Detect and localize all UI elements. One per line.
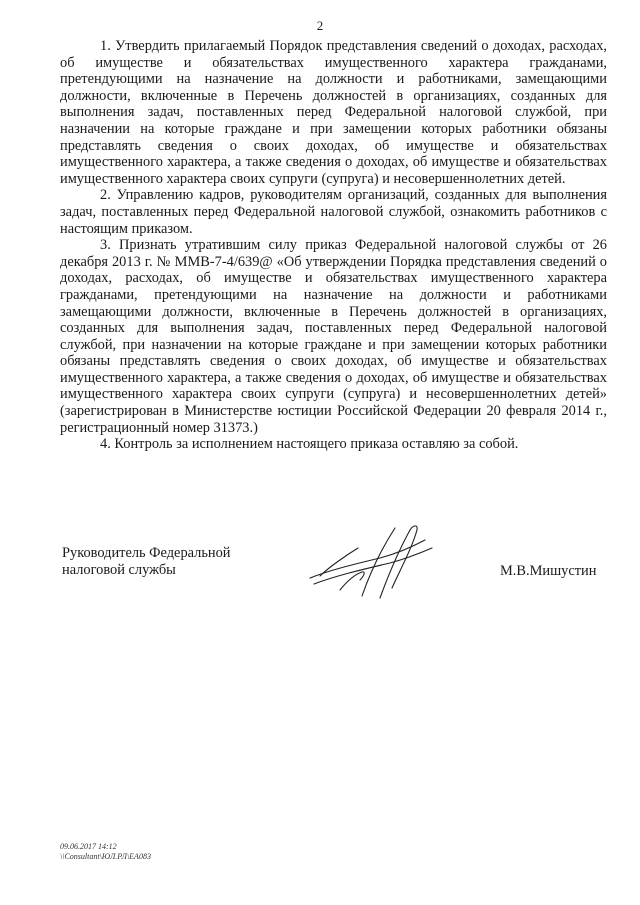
signer-title-line-1: Руководитель Федеральной: [62, 545, 231, 561]
signer-name: М.В.Мишустин: [500, 563, 597, 579]
handwritten-signature: [300, 518, 440, 608]
paragraph-4: 4. Контроль за исполнением настоящего приказа оставляю за собой.: [100, 436, 519, 453]
order-body: [60, 38, 607, 453]
print-stamp-date: 09.06.2017 14:12: [60, 842, 117, 851]
paragraph-2: 2. Управлению кадров, руководителям организаций, созданных для выполнения задач, поставленных перед Федеральной налоговой службой, ознакомить работников с настоящим приказом.: [60, 187, 607, 237]
print-stamp: [60, 842, 151, 862]
signer-title: [62, 545, 231, 579]
signer-title-line-2: налоговой службы: [62, 562, 176, 578]
page-number: 2: [316, 18, 324, 33]
paragraph-1: 1. Утвердить прилагаемый Порядок представления сведений о доходах, расходах, об имуществе и обязательствах имущественного характера гражданами, претендующими на назначение на должности и работниками, замещающими должности, включенные в Перечень должностей в организациях, созданных для выполнения задач, поставленных перед Федеральной налоговой службой, при назначении на которые граждане и при замещении которых работники обязаны представлять сведения о своих доходах, об имуществе и обязательствах имущественного характера, а также сведения о доходах, об имуществе и обязательствах имущественного характера своих супруги (супруга) и несовершеннолетних детей.: [60, 38, 607, 187]
paragraph-3: 3. Признать утратившим силу приказ Федеральной налоговой службы от 26 декабря 2013 г. № ММВ-7-4/639@ «Об утверждении Порядка представления сведений о доходах, расходах, об имуществе и обязательствах имущественного характера гражданами, претендующими на назначение на должности и работниками замещающими должности, включенные в Перечень должностей в организациях, созданных для выполнения задач, поставленных перед Федеральной налоговой службой, при назначении на которые граждане и при замещении которых работники обязаны представлять сведения о своих доходах, об имуществе и обязательствах имущественного характера, а также сведения о доходах, об имуществе и обязательствах имущественного характера своих супруги (супруга) и несовершеннолетних детей» (зарегистрирован в Министерстве юстиции Российской Федерации 20 февраля 2014 г., регистрационный номер 31373.): [60, 237, 607, 436]
print-stamp-path: \\Consultant\ЮЛ.РЛ\ЕА083: [60, 852, 151, 861]
